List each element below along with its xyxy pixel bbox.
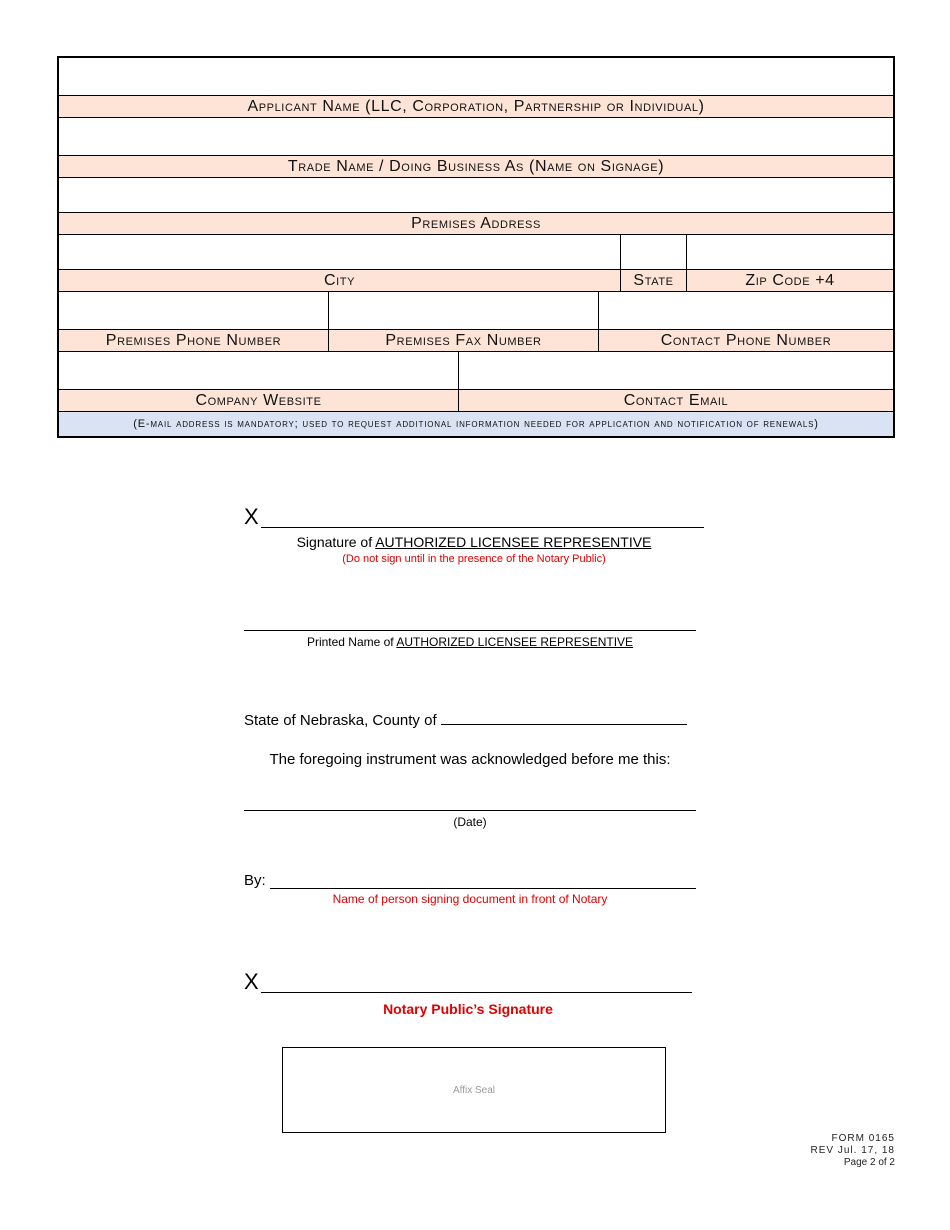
trade-name-field[interactable] <box>59 118 893 156</box>
contact-email-label: Contact Email <box>623 391 729 409</box>
contact-email-field[interactable] <box>459 352 893 389</box>
applicant-name-label-row <box>59 96 893 118</box>
printed-name-caption <box>244 635 696 649</box>
by-line[interactable] <box>244 870 696 889</box>
premises-phone-field[interactable] <box>59 292 329 329</box>
licensee-signature-line[interactable] <box>244 506 704 528</box>
premises-fax-field[interactable] <box>329 292 599 329</box>
premises-address-label-row <box>59 213 893 235</box>
printed-name-caption-prefix: Printed Name of <box>306 635 397 649</box>
county-field[interactable] <box>441 710 687 725</box>
notary-underline <box>261 974 692 993</box>
applicant-name-field[interactable] <box>59 58 893 96</box>
licensee-signature-block <box>244 506 704 565</box>
contact-phone-field[interactable] <box>599 292 893 329</box>
city-state-zip-fields <box>59 235 893 270</box>
acknowledged-text: The foregoing instrument was acknowledged before me this: <box>269 751 671 768</box>
signature-caption-prefix: Signature of <box>296 534 376 550</box>
state-label: State <box>621 270 687 291</box>
city-field[interactable] <box>59 235 621 269</box>
state-county-label: State of Nebraska, County of <box>244 712 437 729</box>
notary-signature-block <box>244 971 692 1017</box>
city-label: City <box>59 270 621 291</box>
premises-fax-label: Premises Fax Number <box>329 330 599 351</box>
contact-phone-label: Contact Phone Number <box>660 331 832 349</box>
premises-address-field[interactable] <box>59 178 893 213</box>
state-county-line <box>244 710 696 729</box>
signature-caption <box>244 534 704 550</box>
page-number: Page 2 of 2 <box>843 1157 895 1168</box>
form-number: FORM 0165 <box>831 1133 895 1144</box>
notary-signature-line[interactable] <box>244 971 692 993</box>
trade-name-label: Trade Name / Doing Business As (Name on Signage) <box>287 157 665 175</box>
email-note: (E-mail address is mandatory; used to request additional information needed for application and notification of renewals) <box>59 412 893 436</box>
zip-label: Zip Code +4 <box>745 271 835 289</box>
zip-field[interactable] <box>687 235 893 269</box>
printed-name-underline <box>244 612 696 631</box>
signature-warning: (Do not sign until in the presence of the Notary Public) <box>342 553 606 565</box>
state-field[interactable] <box>621 235 687 269</box>
applicant-name-label: Applicant Name (LLC, Corporation, Partnership or Individual) <box>247 97 705 115</box>
phone-fax-labels <box>59 330 893 352</box>
notary-signature-caption: Notary Public’s Signature <box>383 1001 553 1017</box>
printed-name-caption-role: AUTHORIZED LICENSEE REPRESENTIVE <box>396 635 634 649</box>
website-email-fields <box>59 352 893 390</box>
date-line[interactable] <box>244 792 696 811</box>
form-revision: REV Jul. 17, 18 <box>810 1145 895 1156</box>
signature-underline <box>261 509 704 528</box>
notary-x-mark: X <box>244 969 259 994</box>
license-form-table <box>57 56 895 438</box>
city-state-zip-labels <box>59 270 893 292</box>
by-underline <box>270 870 696 889</box>
company-website-label: Company Website <box>59 390 459 411</box>
premises-address-label: Premises Address <box>411 214 541 232</box>
signature-x-mark: X <box>244 504 259 529</box>
signature-caption-role: AUTHORIZED LICENSEE REPRESENTIVE <box>375 534 652 550</box>
trade-name-label-row <box>59 156 893 178</box>
by-caption: Name of person signing document in front of Notary <box>332 892 608 906</box>
by-block <box>244 870 696 906</box>
premises-phone-label: Premises Phone Number <box>59 330 329 351</box>
printed-name-block <box>244 612 696 649</box>
seal-box <box>282 1047 666 1133</box>
date-block <box>244 792 696 829</box>
by-label: By: <box>244 872 266 889</box>
seal-text: Affix Seal <box>452 1084 496 1096</box>
printed-name-line[interactable] <box>244 612 696 631</box>
website-email-labels <box>59 390 893 412</box>
phone-fax-fields <box>59 292 893 330</box>
company-website-field[interactable] <box>59 352 459 389</box>
form-footer <box>811 1133 895 1169</box>
date-caption: (Date) <box>453 815 487 829</box>
date-underline <box>244 792 696 811</box>
